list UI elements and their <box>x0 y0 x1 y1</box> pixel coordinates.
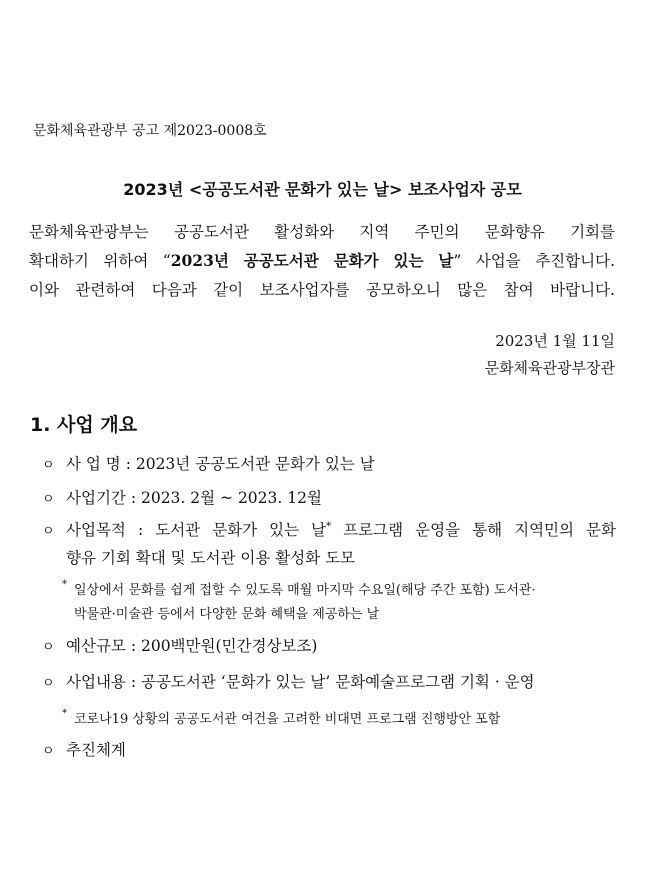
purpose-note <box>62 579 536 598</box>
intro-line-2 <box>29 249 615 271</box>
note-text: 일상에서 문화를 쉽게 접할 수 있도록 매월 마지막 수요일(해당 주간 포함) 도서관· <box>74 583 536 598</box>
item-text: 사 업 명 : 2023년 공공도서관 문화가 있는 날 <box>66 455 375 473</box>
item-text-cont: 프로그램 운영을 통해 지역민의 문화 <box>331 521 616 539</box>
bullet-icon: ㅇ <box>42 458 55 473</box>
item-system <box>42 738 616 760</box>
purpose-note-line-2: 박물관·미술관 등에서 다양한 문화 혜택을 제공하는 날 <box>74 607 380 622</box>
intro-line-2-post: ” 사업을 추진합니다. <box>453 252 615 270</box>
intro-highlight: 2023년 공공도서관 문화가 있는 날 <box>170 251 454 270</box>
item-period <box>42 486 616 508</box>
intro-line-1: 문화체육관광부는 공공도서관 활성화와 지역 주민의 문화향유 기회를 <box>29 223 615 241</box>
item-content <box>42 670 616 692</box>
item-text: 사업목적 : 도서관 문화가 있는 날 <box>66 521 327 539</box>
item-text: 추진체계 <box>66 741 126 759</box>
asterisk-icon: * <box>62 708 67 719</box>
bullet-icon: ㅇ <box>42 744 55 759</box>
bullet-icon: ㅇ <box>42 492 55 507</box>
item-project-name <box>42 452 616 474</box>
bullet-icon: ㅇ <box>42 676 55 691</box>
asterisk-icon: * <box>62 579 67 590</box>
intro-line-3: 이와 관련하여 다음과 같이 보조사업자를 공모하오니 많은 참여 바랍니다. <box>29 281 615 299</box>
note-text: 코로나19 상황의 공공도서관 여건을 고려한 비대면 프로그램 진행방안 포함 <box>74 712 501 727</box>
notice-number: 문화체육관광부 공고 제2023-0008호 <box>33 123 267 139</box>
content-note <box>62 708 500 727</box>
section-heading: 1. 사업 개요 <box>30 414 138 436</box>
item-text: 예산규모 : 200백만원(민간경상보조) <box>66 637 318 655</box>
item-purpose-line-2: 향유 기회 확대 및 도서관 이용 활성화 도모 <box>66 549 356 567</box>
intro-line-2-pre: 확대하기 위하여 “ <box>29 252 171 270</box>
bullet-icon: ㅇ <box>42 524 55 539</box>
item-text: 사업내용 : 공공도서관 ‘문화가 있는 날’ 문화예술프로그램 기획 · 운영 <box>66 673 535 691</box>
bullet-icon: ㅇ <box>42 640 55 655</box>
item-purpose <box>42 518 616 540</box>
item-budget <box>42 634 616 656</box>
item-text: 사업기간 : 2023. 2월 ~ 2023. 12월 <box>66 489 322 507</box>
announcement-date: 2023년 1월 11일 <box>495 332 615 350</box>
issuer: 문화체육관광부장관 <box>484 359 615 377</box>
document-title: 2023년 <공공도서관 문화가 있는 날> 보조사업자 공모 <box>123 180 522 199</box>
footnote-marker: * <box>326 521 332 532</box>
